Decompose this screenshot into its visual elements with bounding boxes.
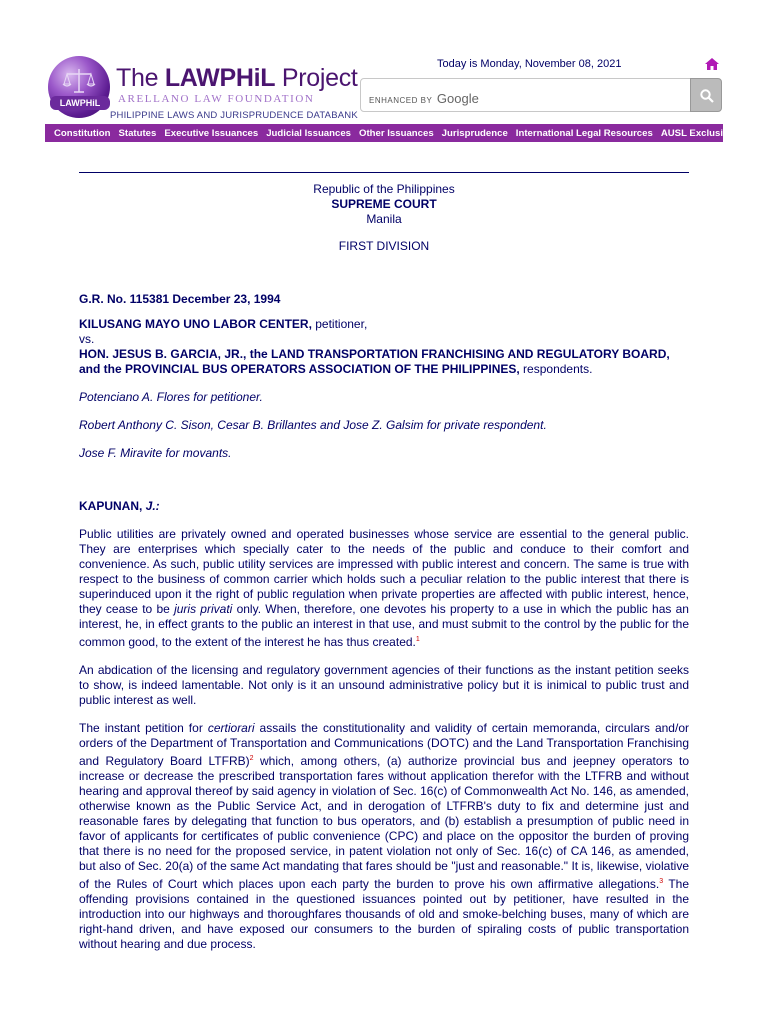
logo-badge: LAWPHiL: [50, 96, 110, 110]
respondents-names: HON. JESUS B. GARCIA, JR., the LAND TRANSPORTATION FRANCHISING AND REGULATORY BOARD, and the PROVINCIAL BUS OPERATORS ASSOCIATION OF THE PHILIPPINES,: [79, 347, 670, 376]
ponente: [79, 499, 689, 514]
ponente-title: J.:: [142, 499, 160, 513]
nav-jurisprudence[interactable]: Jurisprudence: [441, 127, 508, 139]
respondents-line: [79, 347, 689, 377]
nav-other-issuances[interactable]: Other Issuances: [359, 127, 434, 139]
nav-judicial-issuances[interactable]: Judicial Issuances: [266, 127, 352, 139]
division: FIRST DIVISION: [338, 239, 430, 253]
petitioner-role: petitioner,: [311, 317, 368, 331]
paragraph-2: An abdication of the licensing and regulatory government agencies of their functions as the instant petition seeks to show, is indeed lamentable. Not only is it an unsound administrative policy but it is inimical to public trust and public interest as well.: [79, 663, 689, 707]
paragraph-3-text-b: assails the constitutionality and validity of certain memoranda, circulars and/or orders of the Department of Transportation and Communications (DOTC) and the Land Transportation Franchising and Regulatory Board LTFRB): [79, 721, 689, 768]
paragraph-3-text-d: The offending provisions contained in the questioned issuances pointed out by petitioner, have resulted in the introduction into our highways and thoroughfares thousands of old and smoke-belching buses, many of which are right-hand driven, and have exposed our consumers to the burden of spiraling costs of public transportation without hearing and due process.: [79, 877, 689, 951]
certiorari-term: certiorari: [207, 721, 255, 735]
header-divider: [79, 172, 689, 173]
paragraph-3-text-c: which, among others, (a) authorize provincial bus and jeepney operators to increase or decrease the prescribed transportation fares without application therefor with the LTFRB and without hearing and approval thereof by said agency in violation of Sec. 16(c) of Commonwealth Act No. 146, as amended, otherwise known as the Public Service Act, and in derogation of LTFRB's duty to fix and determine just and reasonable fares by delegating that function to bus operators, and (b) establish a presumption of public need in favor of applicants for certificates of public convenience (CPC) and place on the oppositor the burden of proving that there is no need for the proposed service, in patent violation not only of Sec. 16(c) of CA 146, as amended, but also of Sec. 20(a) of the same Act mandating that fares should be "just and reasonable." It is, likewise, violative of the Rules of Court which places upon each party the burden to prove his own affirmative allegations.: [79, 754, 689, 891]
paragraph-3: [79, 721, 689, 952]
case-number: G.R. No. 115381 December 23, 1994: [79, 292, 281, 306]
home-icon[interactable]: [704, 57, 720, 71]
search-button[interactable]: [690, 78, 722, 112]
paragraph-1-text-a: Public utilities are privately owned and operated businesses whose service are essential to the general public. They are enterprises which specially cater to the needs of the public and conduce to their comfort and convenience. As such, public utility services are impressed with public interest and concern. The same is true with respect to the business of common carrier which holds such a peculiar relation to the public interest that there is superinduced upon it the right of public regulation when private properties are affected with public interest, hence, they cease to be: [79, 527, 689, 616]
petitioner-name: KILUSANG MAYO UNO LABOR CENTER,: [79, 317, 312, 331]
footnote-ref-2[interactable]: 2: [249, 755, 254, 762]
search-placeholder: [369, 91, 479, 106]
republic-line: Republic of the Philippines: [313, 182, 455, 196]
site-title-brand: LAWPHiL: [164, 64, 276, 92]
main-nav: [45, 124, 734, 142]
google-brand: Google: [436, 91, 479, 106]
nav-ausl-exclusive[interactable]: AUSL Exclusive: [660, 127, 734, 139]
search-icon: [699, 88, 715, 104]
site-header: [0, 0, 768, 150]
nav-international-legal-resources[interactable]: International Legal Resources: [515, 127, 653, 139]
nav-statutes[interactable]: Statutes: [118, 127, 157, 139]
search-input[interactable]: [360, 78, 692, 112]
respondents-role: respondents.: [519, 362, 593, 376]
petitioner-line: [79, 317, 689, 332]
ponente-name: KAPUNAN,: [79, 499, 143, 513]
counsel-petitioner: Potenciano A. Flores for petitioner.: [79, 390, 263, 404]
juris-privati-term: juris privati: [174, 602, 233, 616]
foundation-name: ARELLANO LAW FOUNDATION: [118, 93, 315, 105]
site-title[interactable]: [116, 64, 358, 93]
paragraph-1: [79, 527, 689, 650]
nav-executive-issuances[interactable]: Executive Issuances: [164, 127, 259, 139]
counsel-private-respondent: Robert Anthony C. Sison, Cesar B. Brillantes and Jose Z. Galsim for private respondent.: [79, 418, 547, 432]
current-date: Today is Monday, November 08, 2021: [437, 58, 622, 70]
versus: vs.: [79, 332, 95, 346]
court-city: Manila: [366, 212, 402, 226]
decision-document: [79, 182, 689, 952]
databank-subtitle: PHILIPPINE LAWS AND JURISPRUDENCE DATABANK: [110, 110, 358, 121]
paragraph-1-text-b: only. When, therefore, one devotes his property to a use in which the public has an interest, he, in effect grants to the public an interest in that use, and must submit to the control by the public for the common good, to the extent of the interest he has thus created.: [79, 602, 689, 649]
nav-constitution[interactable]: Constitution: [54, 127, 111, 139]
scales-of-justice-icon: [62, 66, 96, 96]
search-placeholder-prefix: ENHANCED BY: [369, 96, 433, 105]
footnote-ref-3[interactable]: 3: [659, 878, 664, 885]
site-title-post: Project: [275, 64, 358, 92]
paragraph-3-text-a: The instant petition for: [79, 721, 208, 735]
counsel-movants: Jose F. Miravite for movants.: [79, 446, 232, 460]
footnote-ref-1[interactable]: 1: [415, 636, 420, 643]
court-name: SUPREME COURT: [331, 197, 437, 211]
site-title-pre: The: [116, 64, 165, 92]
